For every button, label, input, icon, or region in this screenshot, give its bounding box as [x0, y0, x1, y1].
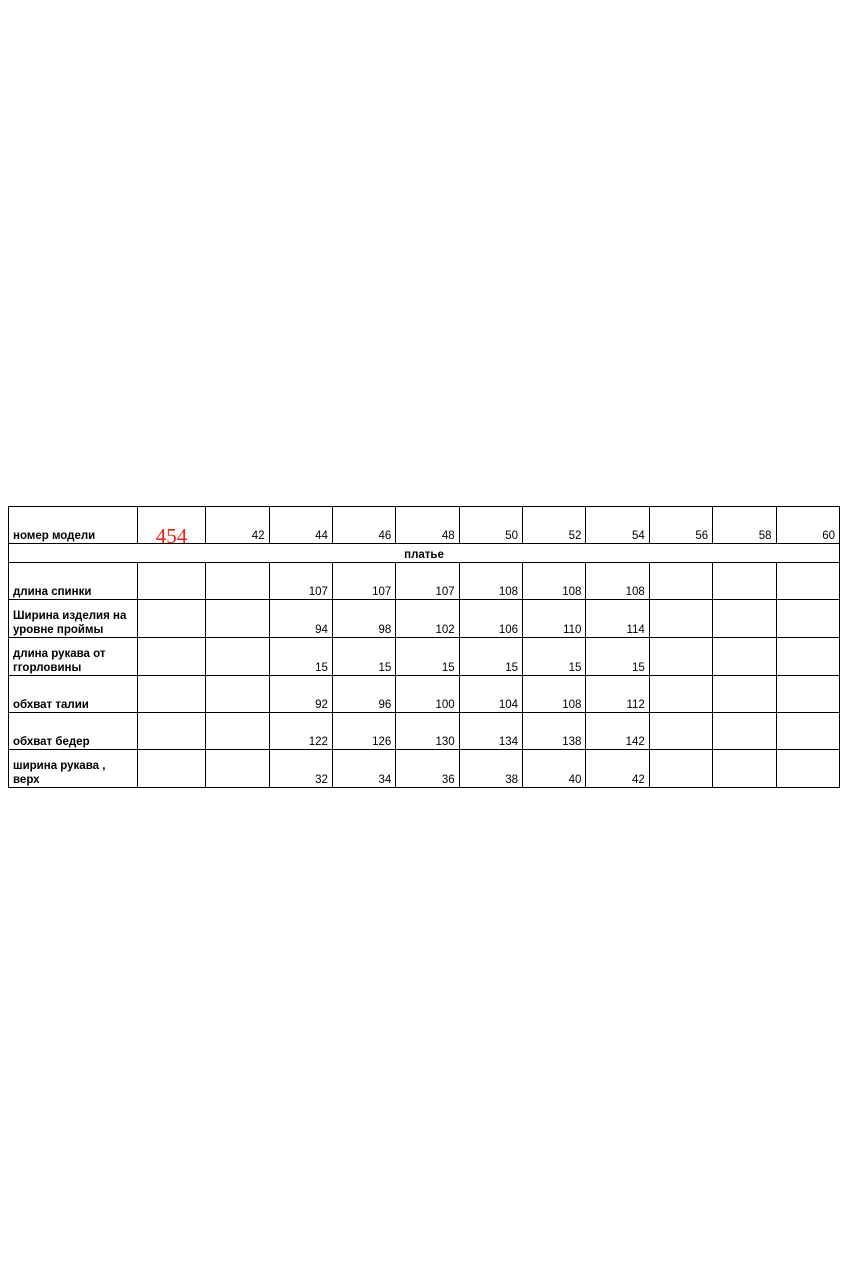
row-cell: [713, 638, 776, 676]
row-cell: [649, 638, 712, 676]
row-cell: 15: [396, 638, 459, 676]
size-header-48: 48: [396, 507, 459, 544]
size-header-58: 58: [713, 507, 776, 544]
row-cell: 104: [459, 676, 522, 713]
row-cell: [776, 638, 839, 676]
row-cell: [776, 676, 839, 713]
row-cell: [649, 750, 712, 788]
row-cell: 110: [523, 600, 586, 638]
row-cell: 134: [459, 713, 522, 750]
table-row: [9, 563, 840, 600]
table-row: [9, 750, 840, 788]
size-chart-container: [8, 506, 840, 788]
row-cell: [137, 676, 205, 713]
table-header-row: [9, 507, 840, 544]
row-cell: 42: [586, 750, 649, 788]
row-label-obhvat-talii: обхват талии: [9, 676, 138, 713]
size-header-54: 54: [586, 507, 649, 544]
row-cell: [206, 750, 269, 788]
section-title: платье: [9, 544, 840, 563]
row-cell: [137, 638, 205, 676]
row-cell: [649, 676, 712, 713]
row-label-shirina-rukava-verh: ширина рукава , верх: [9, 750, 138, 788]
row-cell: 15: [269, 638, 332, 676]
row-cell: 15: [332, 638, 395, 676]
row-cell: [137, 600, 205, 638]
row-cell: [713, 563, 776, 600]
row-label-obhvat-beder: обхват бедер: [9, 713, 138, 750]
row-cell: [776, 750, 839, 788]
row-cell: [137, 750, 205, 788]
size-header-50: 50: [459, 507, 522, 544]
row-cell: [776, 600, 839, 638]
row-cell: 34: [332, 750, 395, 788]
row-cell: [649, 563, 712, 600]
row-cell: 32: [269, 750, 332, 788]
row-cell: 96: [332, 676, 395, 713]
row-cell: 36: [396, 750, 459, 788]
row-cell: 130: [396, 713, 459, 750]
row-cell: 126: [332, 713, 395, 750]
table-row: [9, 676, 840, 713]
row-cell: 142: [586, 713, 649, 750]
row-label-shirina-izdeliya: Ширина изделия на уровне проймы: [9, 600, 138, 638]
row-cell: [206, 676, 269, 713]
size-header-46: 46: [332, 507, 395, 544]
row-cell: [206, 713, 269, 750]
row-label-dlina-rukava: длина рукава от ггорловины: [9, 638, 138, 676]
row-cell: 108: [523, 676, 586, 713]
row-cell: 40: [523, 750, 586, 788]
row-cell: [713, 600, 776, 638]
row-cell: [649, 713, 712, 750]
size-header-56: 56: [649, 507, 712, 544]
row-cell: [137, 563, 205, 600]
table-row: [9, 600, 840, 638]
size-header-44: 44: [269, 507, 332, 544]
table-row: [9, 638, 840, 676]
row-cell: 122: [269, 713, 332, 750]
row-cell: [776, 713, 839, 750]
row-cell: 38: [459, 750, 522, 788]
row-cell: 94: [269, 600, 332, 638]
row-cell: 107: [332, 563, 395, 600]
row-cell: [713, 750, 776, 788]
row-cell: [206, 563, 269, 600]
header-label-cell: номер модели: [9, 507, 138, 544]
row-cell: [776, 563, 839, 600]
row-cell: 102: [396, 600, 459, 638]
row-cell: [206, 600, 269, 638]
row-cell: 92: [269, 676, 332, 713]
size-table: [8, 506, 840, 788]
row-cell: 107: [396, 563, 459, 600]
size-header-52: 52: [523, 507, 586, 544]
row-cell: [713, 676, 776, 713]
row-cell: [137, 713, 205, 750]
size-header-42: 42: [206, 507, 269, 544]
row-label-dlina-spinki: длина спинки: [9, 563, 138, 600]
model-number-cell: 454: [137, 507, 205, 544]
row-cell: 15: [459, 638, 522, 676]
row-cell: 15: [586, 638, 649, 676]
row-cell: 107: [269, 563, 332, 600]
size-header-60: 60: [776, 507, 839, 544]
row-cell: [649, 600, 712, 638]
row-cell: 15: [523, 638, 586, 676]
row-cell: 108: [459, 563, 522, 600]
row-cell: [206, 638, 269, 676]
row-cell: 138: [523, 713, 586, 750]
row-cell: 106: [459, 600, 522, 638]
table-row: [9, 713, 840, 750]
row-cell: 100: [396, 676, 459, 713]
row-cell: 114: [586, 600, 649, 638]
row-cell: 112: [586, 676, 649, 713]
row-cell: 98: [332, 600, 395, 638]
row-cell: 108: [523, 563, 586, 600]
row-cell: 108: [586, 563, 649, 600]
row-cell: [713, 713, 776, 750]
section-title-row: [9, 544, 840, 563]
